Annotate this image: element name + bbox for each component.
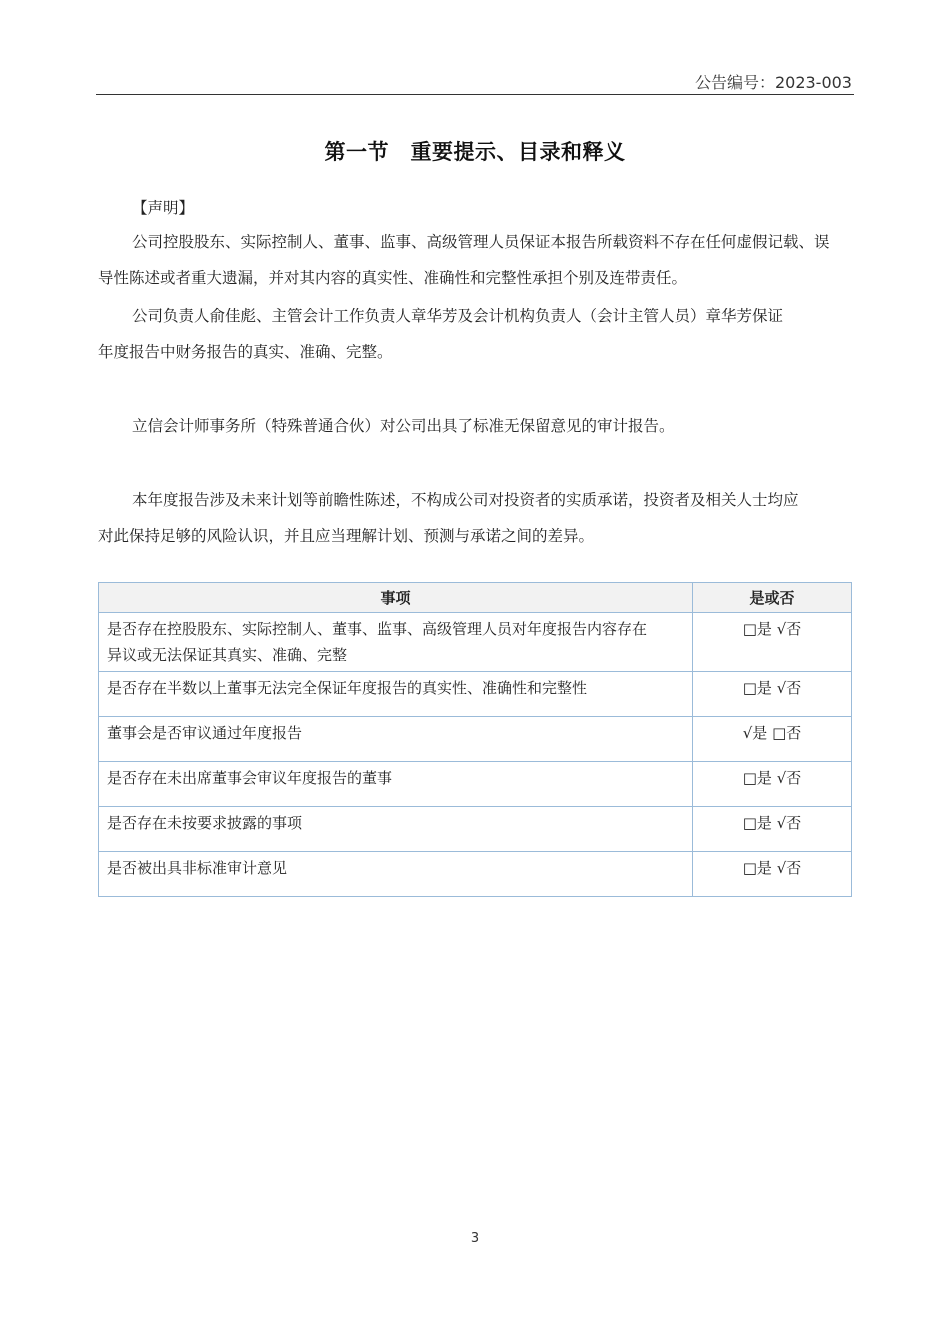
table-row xyxy=(99,807,852,852)
table-row xyxy=(99,852,852,897)
table-header-row xyxy=(99,583,852,613)
answer-cell: □是 √否 xyxy=(693,762,852,807)
paragraph-forward-looking xyxy=(98,482,854,554)
paragraph-line: 公司负责人俞佳彪、主管会计工作负责人章华芳及会计机构负责人（会计主管人员）章华芳保证 xyxy=(132,307,784,325)
statement-label-text: 【声明】 xyxy=(132,199,195,217)
column-header-item: 事项 xyxy=(99,583,693,613)
table-row xyxy=(99,717,852,762)
table-row xyxy=(99,613,852,672)
statement-label xyxy=(98,190,854,226)
answer-cell: □是 √否 xyxy=(693,613,852,672)
paragraph-responsibility xyxy=(98,224,854,296)
item-cell: 是否存在未按要求披露的事项 xyxy=(99,807,693,852)
matters-table xyxy=(98,582,852,897)
paragraph-audit-opinion: 立信会计师事务所（特殊普通合伙）对公司出具了标准无保留意见的审计报告。 xyxy=(132,417,675,435)
paragraph-financial-guarantee xyxy=(98,298,854,370)
paragraph-line: 年度报告中财务报告的真实、准确、完整。 xyxy=(98,343,393,361)
answer-cell: □是 √否 xyxy=(693,852,852,897)
item-cell: 是否被出具非标准审计意见 xyxy=(99,852,693,897)
answer-cell: √是 □否 xyxy=(693,717,852,762)
column-header-answer: 是或否 xyxy=(693,583,852,613)
item-cell: 是否存在半数以上董事无法完全保证年度报告的真实性、准确性和完整性 xyxy=(99,672,693,717)
header-divider xyxy=(96,94,854,95)
answer-cell: □是 √否 xyxy=(693,672,852,717)
page-number: 3 xyxy=(470,1231,480,1246)
paragraph-line: 导性陈述或者重大遗漏，并对其内容的真实性、准确性和完整性承担个别及连带责任。 xyxy=(98,269,688,287)
section-title: 第一节 重要提示、目录和释义 xyxy=(324,140,626,164)
paragraph-line: 公司控股股东、实际控制人、董事、监事、高级管理人员保证本报告所载资料不存在任何虚假记载、误 xyxy=(132,233,830,251)
table-row xyxy=(99,672,852,717)
paragraph-line: 本年度报告涉及未来计划等前瞻性陈述，不构成公司对投资者的实质承诺，投资者及相关人士均应 xyxy=(132,491,799,509)
item-cell: 董事会是否审议通过年度报告 xyxy=(99,717,693,762)
paragraph-line: 对此保持足够的风险认识，并且应当理解计划、预测与承诺之间的差异。 xyxy=(98,527,595,545)
announcement-code: 公告编号：2023-003 xyxy=(694,73,852,92)
table-row xyxy=(99,762,852,807)
answer-cell: □是 √否 xyxy=(693,807,852,852)
item-cell: 是否存在控股股东、实际控制人、董事、监事、高级管理人员对年度报告内容存在 异议或无法保证其真实、准确、完整 xyxy=(99,613,693,672)
item-cell: 是否存在未出席董事会审议年度报告的董事 xyxy=(99,762,693,807)
